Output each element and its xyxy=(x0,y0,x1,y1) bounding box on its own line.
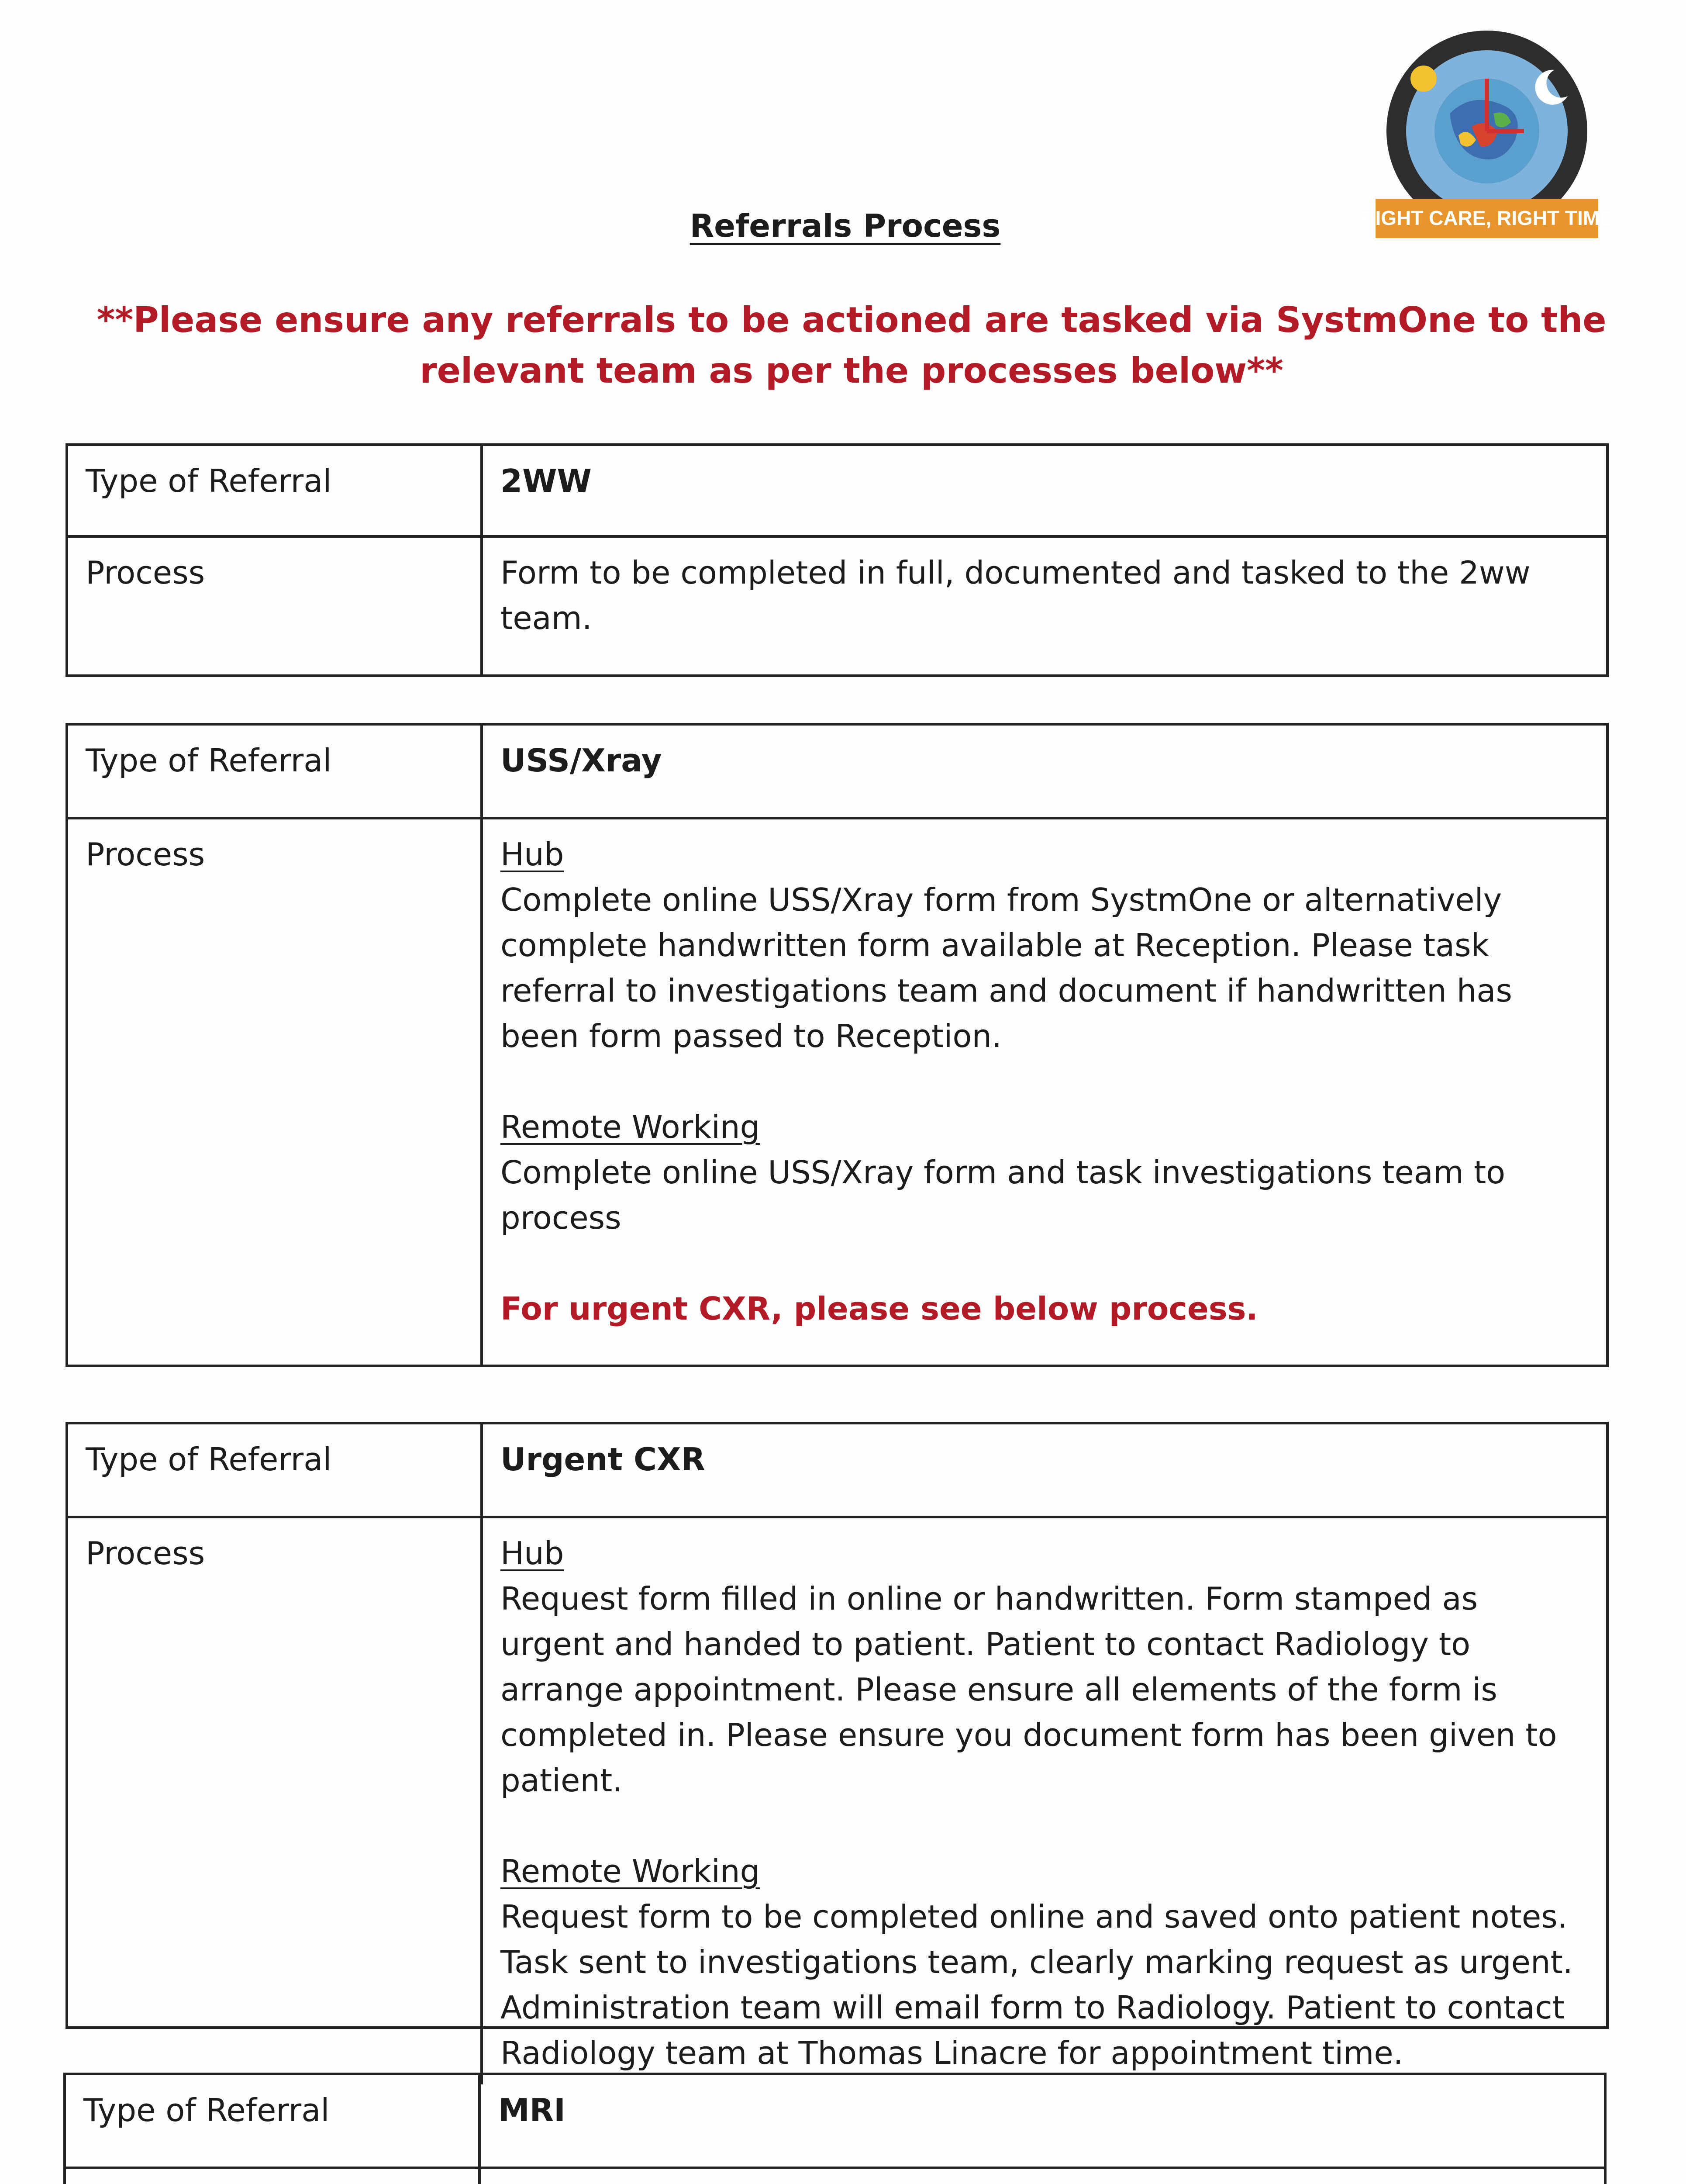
remote-text: Request form to be completed online and saved onto patient notes. Task sent to investigations team, clearly marking request as urgent. Administration team will email form to Radiology. Patient to contact Radiology team at Thomas Linacre for appointment time. xyxy=(500,1898,1573,2071)
process-text: Form to be completed in full, documented and tasked to the 2ww team. xyxy=(500,554,1531,636)
process-cell xyxy=(483,819,1606,1365)
remote-heading: Remote Working xyxy=(500,1109,760,1145)
notice-banner: **Please ensure any referrals to be actioned are tasked via SystmOne to the relevant team as per the processes below** xyxy=(97,300,1607,391)
process-text xyxy=(481,2169,1604,2184)
type-label: Type of Referral xyxy=(66,2075,481,2169)
logo-text: RIGHT CARE, RIGHT TIME xyxy=(1361,207,1613,229)
page-title: Referrals Process xyxy=(690,207,1001,244)
hub-text: Complete online USS/Xray form from SystmOne or alternatively complete handwritten form available at Reception. Please task referral to investigations team and document if handwritten has been form passed to Reception. xyxy=(500,881,1513,1054)
process-label: Process xyxy=(68,1518,483,2084)
referral-table-urgent-cxr xyxy=(66,1422,1609,2071)
hub-heading: Hub xyxy=(500,836,564,873)
referral-table-2ww xyxy=(66,443,1609,677)
referral-table-uss-xray xyxy=(66,723,1609,1367)
type-value: USS/Xray xyxy=(483,726,1606,819)
process-label: Process xyxy=(68,538,483,674)
process-label xyxy=(66,2169,481,2184)
process-cell xyxy=(483,1518,1606,2084)
hub-text: Request form filled in online or handwritten. Form stamped as urgent and handed to patient. Patient to contact Radiology to arrange appointment. Please ensure all elements of the form is completed in. Please ensure you document form has been given to patient. xyxy=(500,1580,1557,1799)
type-label: Type of Referral xyxy=(68,726,483,819)
urgent-note: For urgent CXR, please see below process. xyxy=(500,1290,1258,1327)
type-value: 2WW xyxy=(483,446,1606,538)
hub-heading: Hub xyxy=(500,1535,564,1572)
type-value: MRI xyxy=(481,2075,1604,2169)
remote-heading: Remote Working xyxy=(500,1853,760,1890)
remote-text: Complete online USS/Xray form and task investigations team to process xyxy=(500,1154,1506,1236)
process-label: Process xyxy=(68,819,483,1365)
type-label: Type of Referral xyxy=(68,1424,483,1518)
type-label: Type of Referral xyxy=(68,446,483,538)
type-value: Urgent CXR xyxy=(483,1424,1606,1518)
referral-table-mri xyxy=(63,2073,1607,2184)
